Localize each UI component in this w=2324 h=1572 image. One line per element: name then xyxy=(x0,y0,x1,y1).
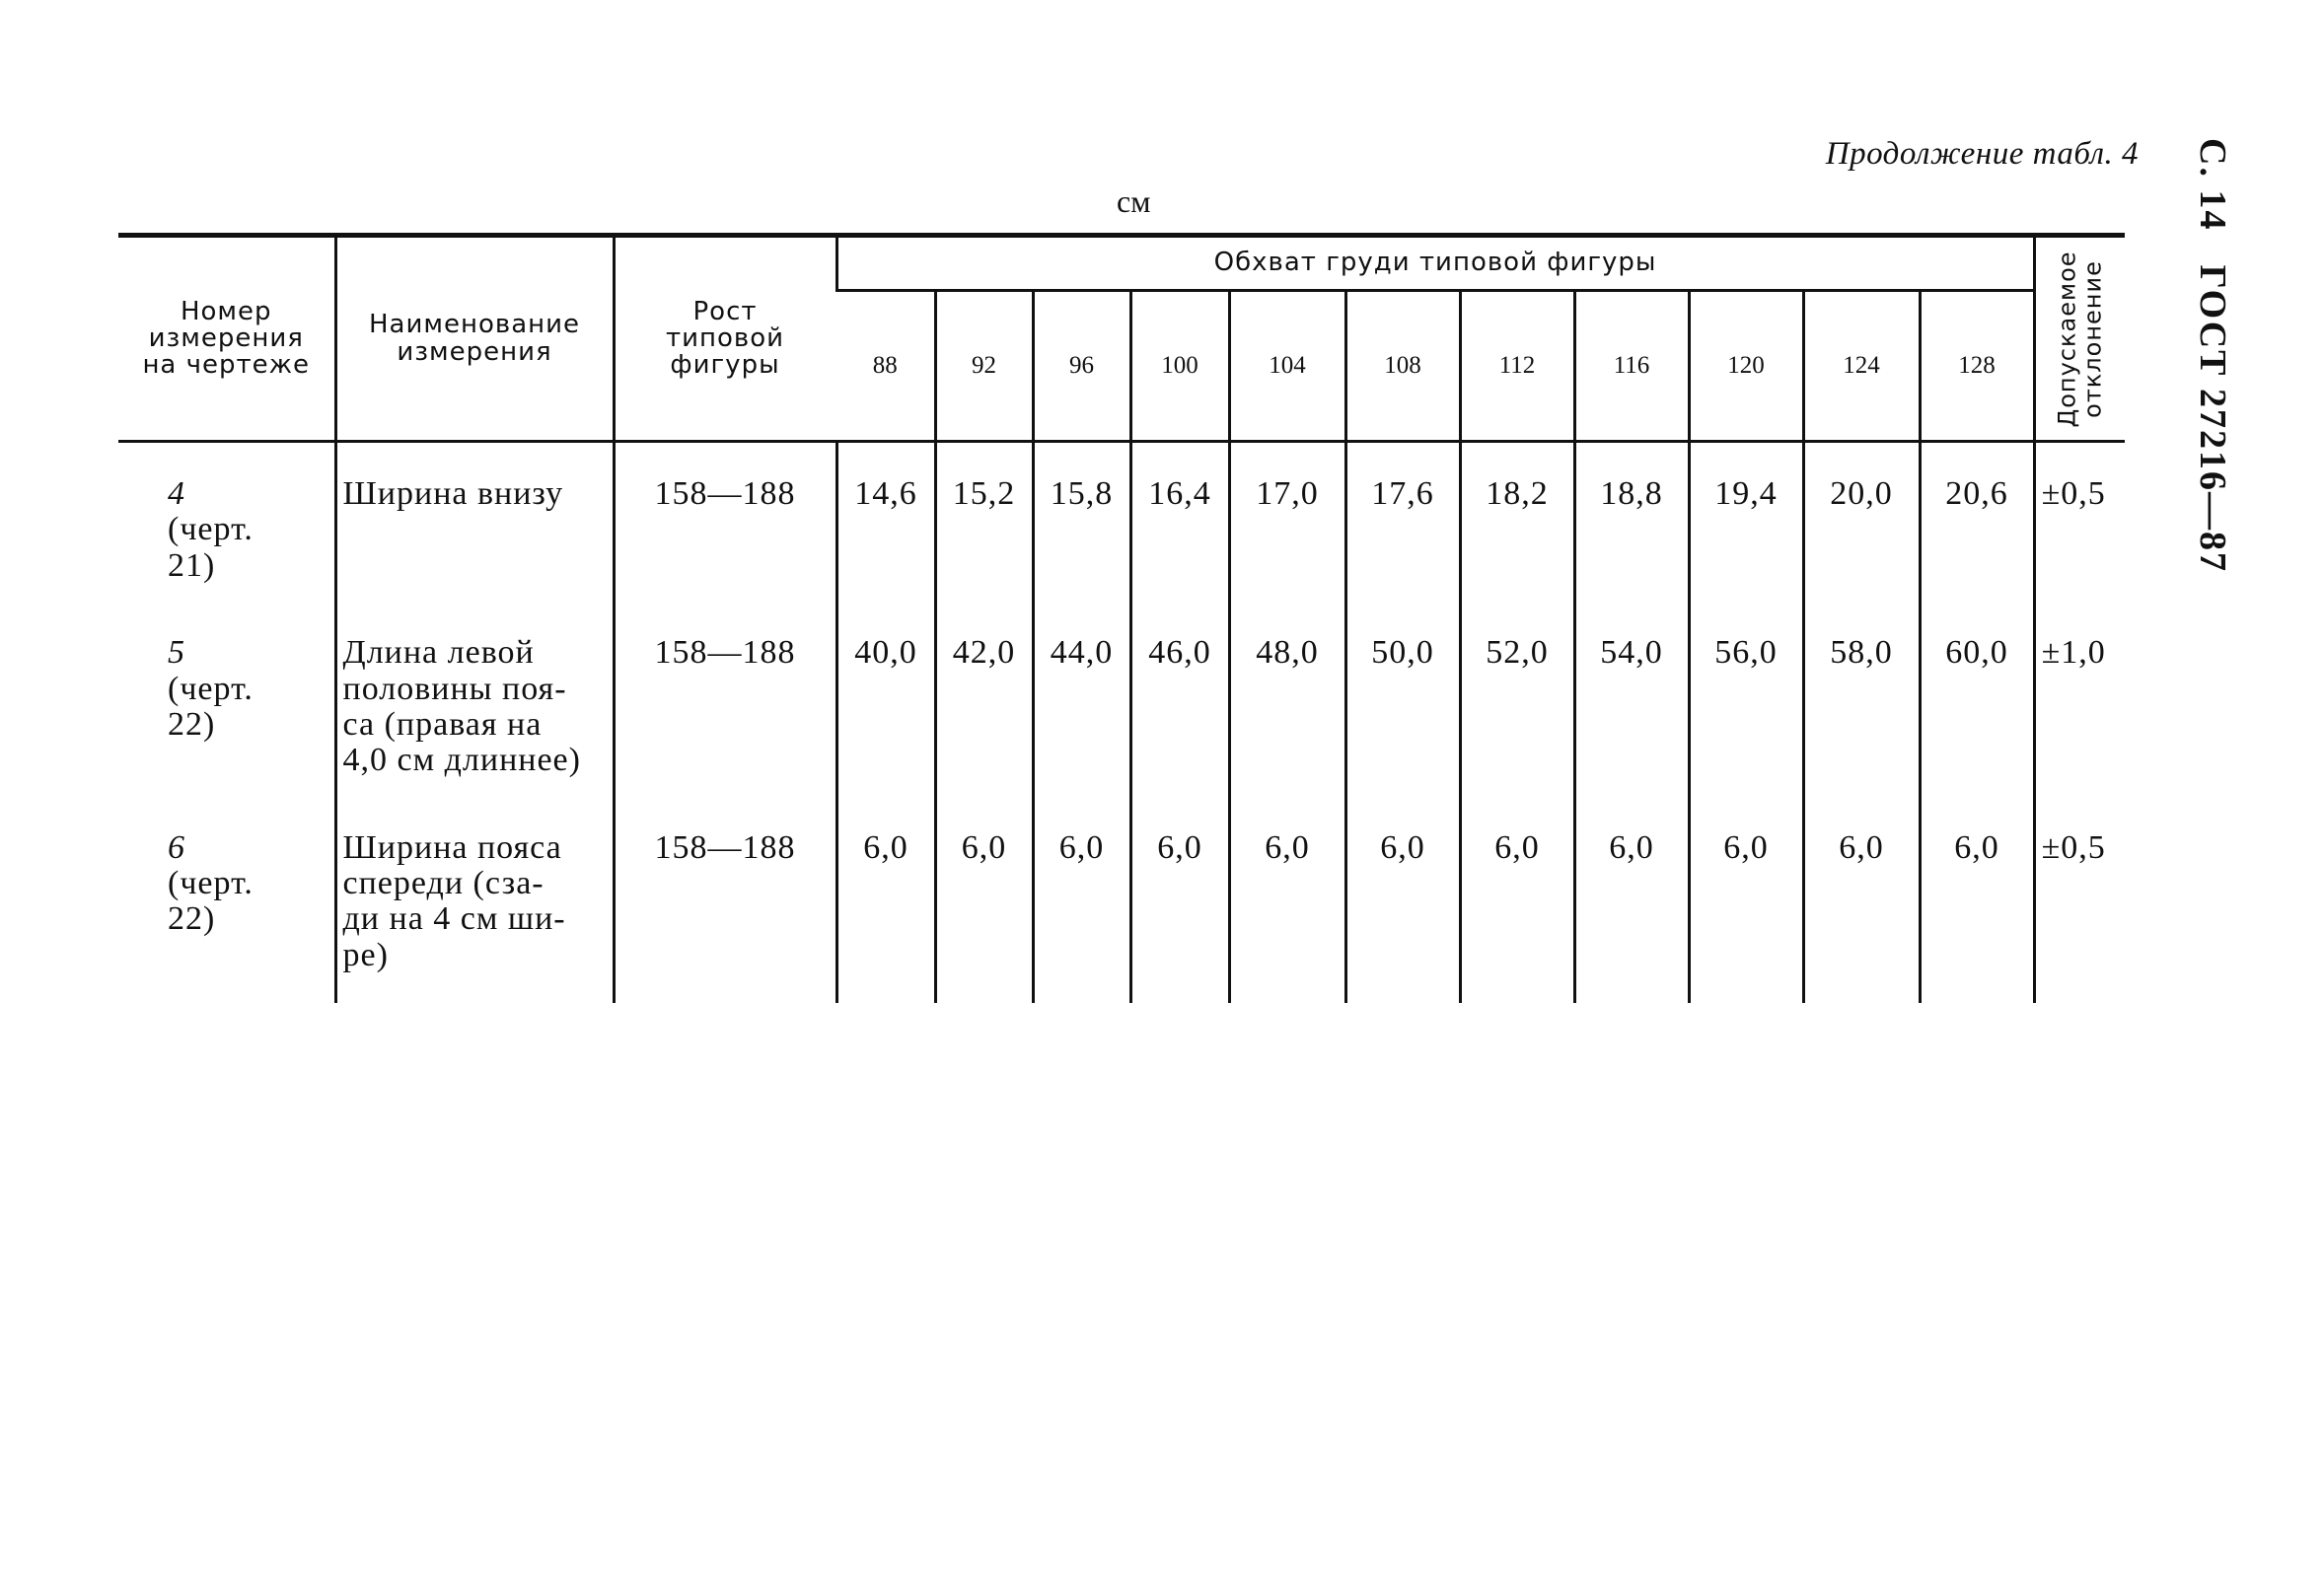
header-name xyxy=(335,236,614,442)
measurement-name: са (правая на xyxy=(342,705,543,743)
value-cell: 16,4 xyxy=(1130,442,1229,603)
measurement-name: 4,0 см длиннее) xyxy=(342,742,581,779)
value-cell: 6,0 xyxy=(1130,797,1229,1004)
header-chest-size: 108 xyxy=(1345,291,1460,442)
drawing-ref: (черт. xyxy=(168,511,254,548)
header-tolerance-line: отклонение xyxy=(2078,259,2107,418)
value-cell: 15,8 xyxy=(1033,442,1130,603)
header-chest-size: 88 xyxy=(836,291,935,442)
value-cell: 6,0 xyxy=(1920,797,2034,1004)
value-cell: 17,6 xyxy=(1345,442,1460,603)
value-cell: 20,0 xyxy=(1803,442,1920,603)
side-stamp xyxy=(2192,138,2254,592)
header-tolerance-line: Допускаемое xyxy=(2053,250,2081,428)
value-cell: 6,0 xyxy=(1033,797,1130,1004)
value-cell: 44,0 xyxy=(1033,602,1130,797)
measurement-name: Длина левой xyxy=(342,634,535,672)
value-cell: 50,0 xyxy=(1345,602,1460,797)
measurement-number-cell xyxy=(118,602,335,797)
measurement-table xyxy=(118,233,2125,1003)
header-height-line: Рост xyxy=(692,296,758,326)
value-cell: 18,8 xyxy=(1574,442,1689,603)
drawing-ref: (черт. xyxy=(168,670,254,707)
measurement-name: Ширина внизу xyxy=(342,475,564,512)
figure-height: 158—188 xyxy=(614,602,836,797)
header-height-line: фигуры xyxy=(670,350,780,381)
measurement-name: Ширина пояса xyxy=(342,828,562,866)
value-cell: 6,0 xyxy=(836,797,935,1004)
measurement-name: половины поя- xyxy=(342,670,567,707)
value-cell: 42,0 xyxy=(935,602,1033,797)
header-chest-size: 120 xyxy=(1689,291,1803,442)
measurement-number-cell xyxy=(118,797,335,1004)
value-cell: 6,0 xyxy=(1689,797,1803,1004)
measurement-number: 6 xyxy=(168,828,185,866)
value-cell: 48,0 xyxy=(1229,602,1345,797)
header-height-line: типовой xyxy=(665,322,785,353)
tolerance-cell: ±1,0 xyxy=(2034,602,2125,797)
header-tolerance xyxy=(2034,236,2125,442)
standard-number: ГОСТ 27216—87 xyxy=(2192,264,2233,573)
value-cell: 6,0 xyxy=(935,797,1033,1004)
value-cell: 52,0 xyxy=(1460,602,1574,797)
measurement-name: спереди (сза- xyxy=(342,865,545,901)
measurement-name-cell xyxy=(335,602,614,797)
header-chest-size: 124 xyxy=(1803,291,1920,442)
header-number-line: на чертеже xyxy=(142,350,311,381)
measurement-number: 4 xyxy=(168,475,185,512)
header-chest-size: 104 xyxy=(1229,291,1345,442)
header-chest-size: 112 xyxy=(1460,291,1574,442)
value-cell: 58,0 xyxy=(1803,602,1920,797)
drawing-ref: 22) xyxy=(168,705,216,743)
tolerance-cell: ±0,5 xyxy=(2034,797,2125,1004)
value-cell: 46,0 xyxy=(1130,602,1229,797)
value-cell: 6,0 xyxy=(1345,797,1460,1004)
header-chest-size: 100 xyxy=(1130,291,1229,442)
unit-label: см xyxy=(1117,183,1151,219)
header-name-line: измерения xyxy=(397,336,552,367)
header-name-line: Наименование xyxy=(368,310,581,340)
value-cell: 54,0 xyxy=(1574,602,1689,797)
header-chest-size: 92 xyxy=(935,291,1033,442)
value-cell: 19,4 xyxy=(1689,442,1803,603)
table-continuation-caption: Продолжение табл. 4 xyxy=(1825,136,2139,172)
value-cell: 17,0 xyxy=(1229,442,1345,603)
tolerance-cell: ±0,5 xyxy=(2034,442,2125,603)
page-number: С. 14 xyxy=(2192,138,2233,232)
measurement-name-cell xyxy=(335,797,614,1004)
measurement-name: ди на 4 см ши- xyxy=(342,900,566,938)
table-row xyxy=(118,442,2125,603)
measurement-name: ре) xyxy=(342,936,389,973)
table-row xyxy=(118,602,2125,797)
figure-height: 158—188 xyxy=(614,797,836,1004)
table-row xyxy=(118,797,2125,1004)
measurement-name-cell xyxy=(335,442,614,603)
measurement-number-cell xyxy=(118,442,335,603)
header-number-line: измерения xyxy=(148,322,304,353)
header-chest-size: 128 xyxy=(1920,291,2034,442)
header-height xyxy=(614,236,836,442)
value-cell: 6,0 xyxy=(1803,797,1920,1004)
value-cell: 15,2 xyxy=(935,442,1033,603)
drawing-ref: 21) xyxy=(168,546,216,584)
drawing-ref: (черт. xyxy=(168,865,254,901)
header-chest-group: Обхват груди типовой фигуры xyxy=(836,236,2034,291)
figure-height: 158—188 xyxy=(614,442,836,603)
header-number-line: Номер xyxy=(180,296,272,326)
value-cell: 20,6 xyxy=(1920,442,2034,603)
value-cell: 14,6 xyxy=(836,442,935,603)
header-chest-size: 96 xyxy=(1033,291,1130,442)
header-chest-size: 116 xyxy=(1574,291,1689,442)
value-cell: 18,2 xyxy=(1460,442,1574,603)
value-cell: 6,0 xyxy=(1574,797,1689,1004)
header-number xyxy=(118,236,335,442)
value-cell: 56,0 xyxy=(1689,602,1803,797)
drawing-ref: 22) xyxy=(168,900,216,938)
value-cell: 60,0 xyxy=(1920,602,2034,797)
value-cell: 6,0 xyxy=(1229,797,1345,1004)
measurement-number: 5 xyxy=(168,634,185,672)
value-cell: 6,0 xyxy=(1460,797,1574,1004)
value-cell: 40,0 xyxy=(836,602,935,797)
